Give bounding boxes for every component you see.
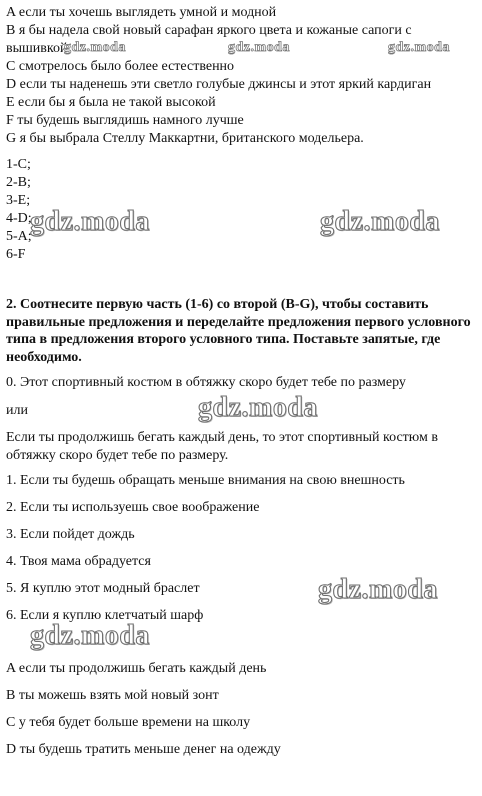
sentence-b: B я бы надела свой новый сарафан яркого цвета и кожаные сапоги с вышивкой	[6, 23, 412, 56]
watermark: gdz.moda	[30, 206, 150, 237]
task2-item-4: 4. Твоя мама обрадуется	[6, 554, 151, 569]
task2-item-2: 2. Если ты используешь свое воображение	[6, 500, 260, 515]
watermark: gdz.moda	[388, 40, 450, 55]
watermark: gdz.moda	[30, 620, 150, 651]
task2-or: или	[6, 403, 28, 418]
watermark: gdz.moda	[198, 392, 318, 423]
task2-example-full: Если ты продолжишь бегать каждый день, то этот спортивный костюм в обтяжку скоро будет тебе по размеру.	[6, 430, 439, 463]
sentence-e: E если бы я была не такой высокой	[6, 95, 216, 110]
sentence-f: F ты будешь выглядишь намного лучше	[6, 113, 244, 128]
watermark: gdz.moda	[320, 206, 440, 237]
answer-5: 5-A;	[6, 229, 32, 244]
sentence-a: A если ты хочешь выглядеть умной и модной	[6, 5, 277, 20]
task2-item-3: 3. Если пойдет дождь	[6, 527, 135, 542]
sentence-g: G я бы выбрала Стеллу Маккартни, британского модельера.	[6, 131, 364, 146]
answer-6: 6-F	[6, 247, 26, 262]
answer-1: 1-C;	[6, 157, 31, 172]
task2-item-5: 5. Я куплю этот модный браслет	[6, 581, 200, 596]
task2-option-d: D ты будешь тратить меньше денег на одежду	[6, 742, 281, 757]
task2-heading: 2. Соотнесите первую часть (1-6) со второй (B-G), чтобы составить правильные предложения и переделайте предложения первого условного типа в предложения второго условного типа. Поставьте запятые, где необходимо.	[6, 297, 471, 365]
watermark: gdz.moda	[64, 40, 126, 55]
task2-item-1: 1. Если ты будешь обращать меньше внимания на свою внешность	[6, 473, 405, 488]
sentence-d: D если ты наденешь эти светло голубые джинсы и этот яркий кардиган	[6, 77, 432, 92]
task2-option-c: C у тебя будет больше времени на школу	[6, 715, 251, 730]
answer-2: 2-B;	[6, 175, 31, 190]
answer-4: 4-D;	[6, 211, 32, 226]
sentence-c: C смотрелось было более естественно	[6, 59, 235, 74]
task2-example: 0. Этот спортивный костюм в обтяжку скоро будет тебе по размеру	[6, 375, 406, 390]
answer-3: 3-E;	[6, 193, 31, 208]
watermark: gdz.moda	[228, 40, 290, 55]
watermark: gdz.moda	[318, 574, 438, 605]
task2-option-a: A если ты продолжишь бегать каждый день	[6, 661, 267, 676]
task2-item-6: 6. Если я куплю клетчатый шарф	[6, 608, 204, 623]
task2-option-b: B ты можешь взять мой новый зонт	[6, 688, 219, 703]
